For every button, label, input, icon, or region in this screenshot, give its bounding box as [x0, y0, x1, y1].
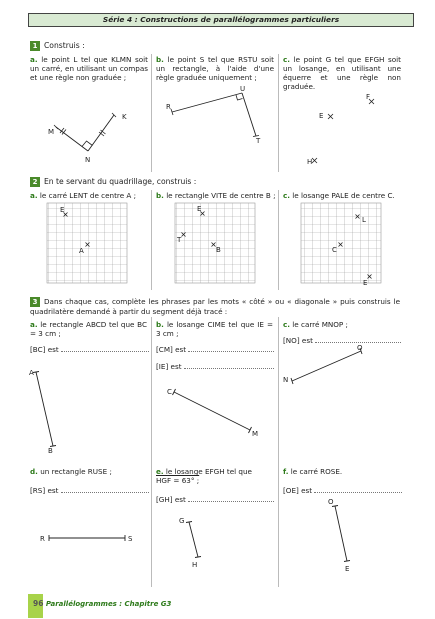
exercise-3c: c. le carré MNOP ;: [283, 320, 348, 329]
answer-line-3b-1: [CM] est: [156, 345, 274, 354]
answer-line-3e: [GH] est: [156, 495, 274, 504]
point-label: H: [192, 561, 198, 569]
section-2-number: 2: [30, 177, 40, 187]
chapter-title: Parallélogrammes : Chapitre G3: [45, 600, 172, 608]
exercise-3f: f. le carré ROSE.: [283, 467, 343, 476]
segment-3c: [291, 348, 362, 384]
point-label: R: [166, 103, 171, 111]
point-label: F: [366, 93, 371, 101]
point-label: R: [40, 535, 45, 543]
segment-3e: [186, 522, 201, 558]
segment-3f: [332, 506, 350, 562]
answer-line-3a: [BC] est: [30, 345, 149, 354]
exercise-3a: a. le rectangle ABCD tel que BC = 3 cm ;: [30, 320, 147, 338]
point-label: B: [48, 447, 53, 455]
segment-3b: [173, 389, 252, 433]
section-1-number: 1: [30, 41, 40, 51]
footer: [33, 599, 171, 608]
section-3-title: Dans chaque cas, complète les phrases par les mots « côté » ou « diagonale » puis construis le quadrilatère demandé à partir du segment déjà tracé :: [30, 297, 400, 316]
point-label: E: [345, 565, 350, 573]
series-title: Série 4 : Constructions de parallélogrammes particuliers: [28, 13, 414, 27]
exercise-2c: c. le losange PALE de centre C.: [283, 191, 395, 200]
point-label: A: [79, 247, 84, 255]
exercise-2a: a. le carré LENT de centre A ;: [30, 191, 137, 200]
point-label: C: [332, 246, 337, 254]
point-label: N: [85, 156, 91, 164]
point-label: B: [216, 246, 221, 254]
point-label: E: [60, 206, 65, 214]
exercise-2b: b. le rectangle VITE de centre B ;: [156, 191, 276, 200]
point-label: M: [252, 430, 259, 438]
exercise-3e: e. le losange EFGH tel que HGF = 63° ;: [156, 467, 252, 485]
segment-3a: [33, 372, 56, 447]
exercise-3b: b. le losange CIME tel que IE = 3 cm ;: [156, 320, 273, 338]
answer-line-3f: [OE] est: [283, 486, 402, 495]
section-3-number: 3: [30, 297, 40, 307]
point-label: E: [197, 205, 202, 213]
answer-line-3d: [RS] est: [30, 486, 149, 495]
point-label: G: [179, 517, 185, 525]
answer-line-3c: [NO] est: [283, 336, 401, 345]
point-label: L: [362, 216, 366, 224]
point-label: E: [319, 112, 324, 120]
segment-3d: [49, 535, 125, 541]
exercise-1c: c. le point G tel que EFGH soit un losange, en utilisant une équerre et une règle non graduée.: [283, 55, 401, 91]
point-label: T: [256, 137, 261, 145]
point-label: E: [363, 279, 368, 287]
point-label: C: [167, 388, 172, 396]
point-label: T: [177, 236, 182, 244]
point-label: A: [29, 369, 34, 377]
point-label: O: [328, 498, 334, 506]
point-label: S: [128, 535, 133, 543]
exercise-1a: a. le point L tel que KLMN soit un carré, en utilisant un compas et une règle non graduée ;: [30, 55, 148, 82]
answer-line-3b-2: [IE] est: [156, 362, 274, 371]
point-label: U: [240, 85, 246, 93]
page-number: 96: [33, 599, 44, 608]
point-label: O: [357, 344, 363, 352]
section-2-title: En te servant du quadrillage, construis :: [44, 177, 197, 186]
point-label: M: [48, 128, 55, 136]
exercise-3d: d. un rectangle RUSE ;: [30, 467, 112, 476]
section-1-title: Construis :: [44, 41, 85, 50]
point-label: N: [283, 376, 289, 384]
point-label: K: [122, 113, 127, 121]
exercise-1b: b. le point S tel que RSTU soit un rectangle, à l'aide d'une règle graduée uniquement ;: [156, 55, 274, 82]
point-label: H: [307, 158, 313, 166]
